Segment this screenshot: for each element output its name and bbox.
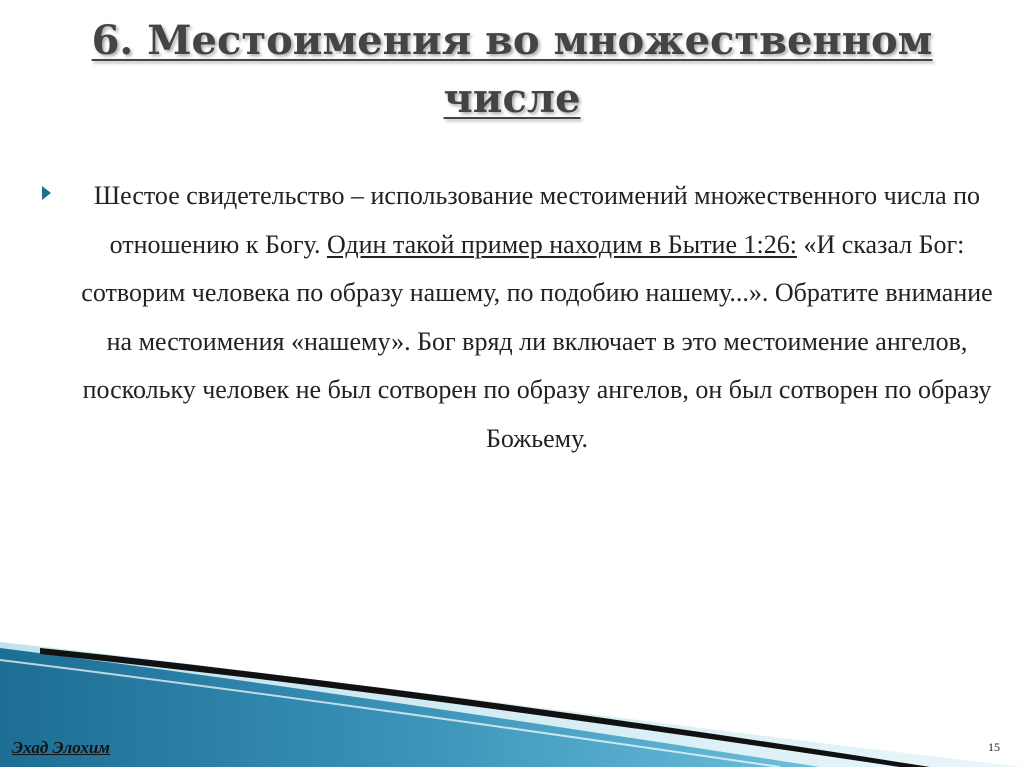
- paragraph-part-1: Шестое свидетельство – использование местоимений множественного числа по отношению к Богу.: [93, 181, 981, 259]
- slide-title: 6. Местоимения во множественном числе: [91, 17, 933, 122]
- paragraph-part-3: «И сказал Бог: сотворим человека по образу нашему, по подобию нашему...». Обратите внимание на местоимения «нашему». Бог вряд ли включает в это местоимение ангелов, поскольку человек не был сотворен по образу ангелов, он был сотворен по образу Божьему.: [81, 229, 993, 453]
- blue-wave: [0, 648, 820, 767]
- paragraph-underlined-reference: Один такой пример находим в Бытие 1:26:: [326, 229, 797, 259]
- page-number: 15: [988, 740, 1000, 754]
- body-paragraph: [66, 172, 1008, 463]
- footer-decoration: [0, 620, 1024, 767]
- footer-label: Эхад Элохим: [12, 738, 110, 757]
- triangle-bullet-icon: [42, 186, 51, 200]
